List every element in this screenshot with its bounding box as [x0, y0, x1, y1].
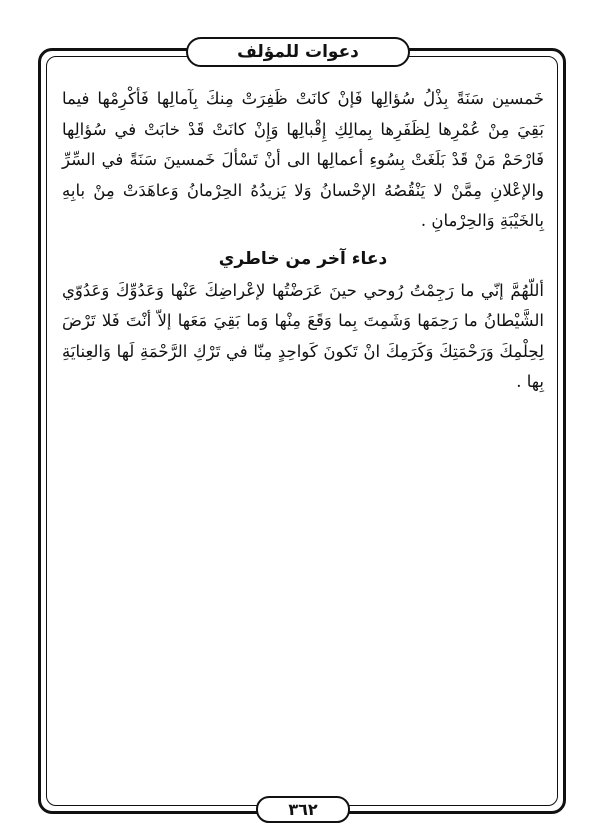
page-number: ٣٦٢: [288, 800, 318, 819]
running-header: [186, 37, 410, 67]
body-paragraph-1: خَمسين سَنَةً بِذْلُ سُؤالِها فَإنْ كانَتْ ظَفِرَتْ مِنكَ بِآمالِها فَأكْرِمْها فيما بَقِيَ مِنْ عُمْرِها لِظَفَرِها بِمالِكِ إِقْبالِها وَإِنْ كانَتْ قَدْ خابَتْ في سُؤالِها فَارْحَمْ مَنْ قَدْ بَلَغَتْ بِسُوءِ أعمالِها الى أنْ تَسْألَ خَمسينَ سَنَةً في السِّرِّ والإعْلانِ مِمَّنْ لا يَنْقُصُهُ الإحْسانُ وَلا يَزيدُهُ الحِرْمانُ وَعاهَدَتْ مِنْ بابِهِ بِالخَيْبَةِ وَالحِرْمانِ .: [62, 89, 544, 230]
page-title: دعوات للمؤلف: [237, 42, 359, 62]
page-content: [62, 84, 544, 398]
page-number-box: [256, 796, 350, 823]
section-heading: دعاء آخر من خاطري: [218, 248, 388, 269]
body-paragraph-2: أللّهُمَّ إنّي ما رَجِمْتُ رُوحي حينَ عَرَضْتُها لإعْراضِكَ عَنْها وَعَدُوِّكَ وَعَدُوّي الشَّيْطانُ ما رَحِمَها وَشَمِتَ بِما وَقَعَ مِنْها وَما بَقِيَ مَعَها إلاّ أنْتَ فَلا تَرْضَ لِحِلْمِكَ وَرَحْمَتِكَ وَكَرَمِكَ انْ تَكونَ كَواحِدٍ مِنّا في تَرْكِ الرَّحْمَةِ لَها وَالعِنايَةِ بِها .: [62, 280, 544, 391]
